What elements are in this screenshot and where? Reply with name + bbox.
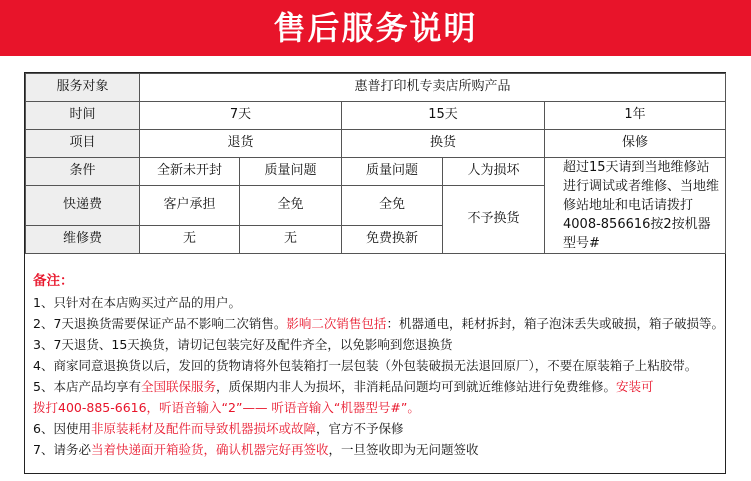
- repair-return-new: 无: [140, 226, 240, 254]
- note-text: ，质保期内非人为损坏，非消耗品问题均可到就近维修站进行免费维修。: [215, 379, 616, 394]
- table-row: [26, 158, 726, 186]
- note-highlight: 拨打400-885-6616，听语音输入“2”—— 听语音输入“机器型号#”。: [33, 400, 420, 415]
- item-exchange: 换货: [342, 130, 545, 158]
- notes-section: [33, 271, 724, 460]
- note-text: 4、商家同意退换货以后，发回的货物请将外包装箱打一层包装（外包装破损无法退回原厂），不要在原装箱子上粘胶带。: [33, 358, 698, 373]
- note-text: ：机器通电，耗材拆封，箱子泡沫丢失或破损，箱子破损等。: [386, 316, 724, 331]
- note-highlight: 非原装耗材及配件而导致机器损坏或故障: [90, 421, 316, 436]
- condition-return-new: 全新未开封: [140, 158, 240, 186]
- object-value: 惠普打印机专卖店所购产品: [140, 74, 726, 102]
- row-label-shipping: 快递费: [26, 186, 140, 226]
- condition-exchange-damage: 人为损坏: [443, 158, 545, 186]
- note-highlight: 影响二次销售包括: [286, 316, 387, 331]
- page-title-banner: [0, 0, 751, 56]
- shipping-return-new: 客户承担: [140, 186, 240, 226]
- note-text: 2、7天退换货需要保证产品不影响二次销售。: [33, 316, 287, 331]
- time-exchange: 15天: [342, 102, 545, 130]
- row-label-time: 时间: [26, 102, 140, 130]
- table-row: [26, 74, 726, 102]
- note-text: ，官方不予保修: [315, 421, 404, 436]
- repair-exchange-quality: 免费换新: [342, 226, 443, 254]
- note-text: 5、本店产品均享有: [33, 379, 141, 394]
- note-item-7: [33, 439, 719, 460]
- row-label-item: 项目: [26, 130, 140, 158]
- service-panel: [24, 72, 726, 474]
- note-text: 6、因使用: [33, 421, 91, 436]
- note-text: 1、只针对在本店购买过产品的用户。: [33, 295, 241, 310]
- warranty-policy: 超过15天请到当地维修站进行调试或者维修、当地维修站地址和电话请拨打4008-856616按2按机器型号#: [545, 158, 726, 254]
- note-item-3: [33, 334, 719, 355]
- note-item-5: [33, 376, 719, 397]
- note-highlight: 全国联保服务: [140, 379, 216, 394]
- note-highlight: 当着快递面开箱验货，确认机器完好再签收: [90, 442, 329, 457]
- item-return: 退货: [140, 130, 342, 158]
- note-text: 3、7天退货、15天换货，请切记包装完好及配件齐全，以免影响到您退换货: [33, 337, 453, 352]
- row-label-object: 服务对象: [26, 74, 140, 102]
- note-text: ，一旦签收即为无问题签收: [328, 442, 479, 457]
- exchange-damage-no-exchange: 不予换货: [443, 186, 545, 254]
- note-item-4: [33, 355, 719, 376]
- note-text: 7、请务必: [33, 442, 91, 457]
- page-title: 售后服务说明: [273, 9, 478, 47]
- note-item-6: [33, 418, 719, 439]
- table-row: [26, 130, 726, 158]
- service-table: [25, 73, 726, 254]
- shipping-exchange-quality: 全免: [342, 186, 443, 226]
- time-return: 7天: [140, 102, 342, 130]
- condition-exchange-quality: 质量问题: [342, 158, 443, 186]
- notes-title: 备注：: [33, 273, 74, 289]
- note-item-1: [33, 292, 719, 313]
- time-warranty: 1年: [545, 102, 726, 130]
- item-warranty: 保修: [545, 130, 726, 158]
- row-label-repair: 维修费: [26, 226, 140, 254]
- repair-return-quality: 无: [240, 226, 342, 254]
- table-row: [26, 102, 726, 130]
- note-item-2: [33, 313, 724, 334]
- shipping-return-quality: 全免: [240, 186, 342, 226]
- condition-return-quality: 质量问题: [240, 158, 342, 186]
- note-highlight: 安装可: [616, 379, 654, 394]
- row-label-condition: 条件: [26, 158, 140, 186]
- note-item-5-continued: [33, 397, 719, 418]
